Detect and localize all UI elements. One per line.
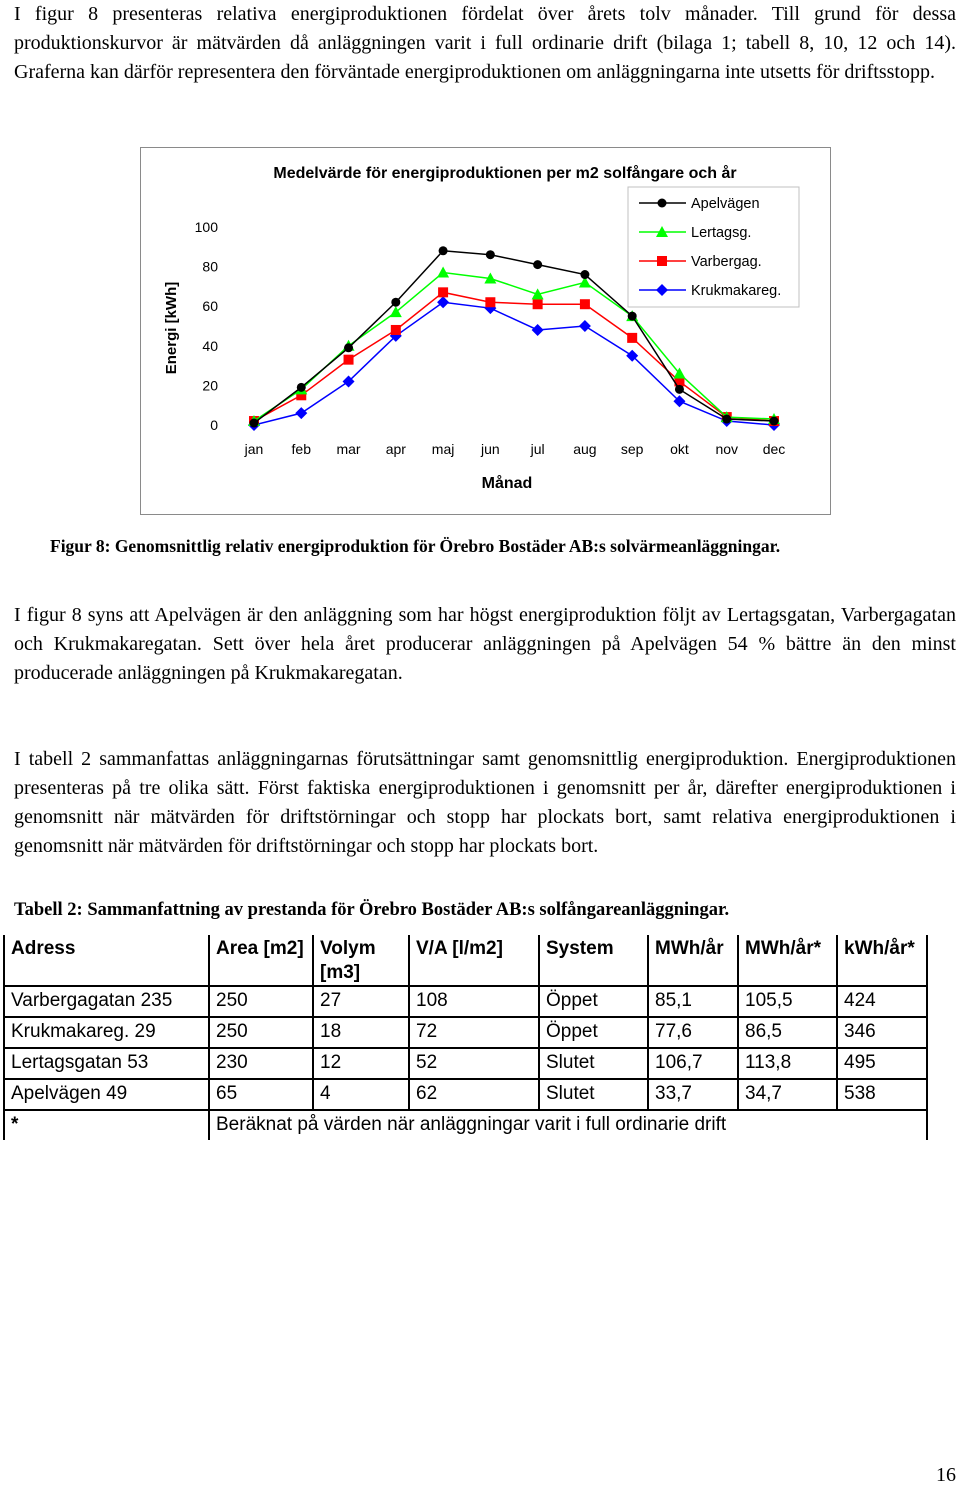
cell-area: 250 <box>209 986 313 1017</box>
x-tick-labels <box>244 441 786 457</box>
data-point <box>533 299 543 309</box>
cell-area: 250 <box>209 1017 313 1048</box>
data-point <box>295 407 307 419</box>
data-point <box>391 325 401 335</box>
cell-mwh-star: 86,5 <box>738 1017 837 1048</box>
data-point <box>439 246 448 255</box>
chart-svg <box>141 148 832 516</box>
header-area: Area [m2] <box>209 935 313 986</box>
x-tick-label: apr <box>385 441 406 457</box>
header-va: V/A [l/m2] <box>409 935 539 986</box>
table-row <box>4 1048 927 1079</box>
series-diamond <box>248 296 780 431</box>
data-point <box>437 296 449 308</box>
data-point <box>580 270 589 279</box>
legend-label: Apelvägen <box>691 196 760 212</box>
cell-adress: Varbergagatan 235 <box>4 986 209 1017</box>
legend-marker <box>657 256 667 266</box>
intro-paragraph: I figur 8 presenteras relativa energiproduktionen fördelat över årets tolv månader. Till grund för dessa produktionskurvor är mätvärden då anläggningen varit i full ordinarie drift (bilaga 1; tabell 8, 10, 12 och 14). Graferna kan därför representera den förväntade energiproduktionen om anläggningarna inte utsetts för driftsstopp. <box>14 3 956 83</box>
table-header-row <box>4 935 927 986</box>
x-tick-label: mar <box>336 441 361 457</box>
y-tick-label: 80 <box>202 258 218 275</box>
data-point <box>297 383 306 392</box>
y-tick-label: 20 <box>202 377 218 394</box>
data-point <box>579 320 591 332</box>
cell-mwh-star: 105,5 <box>738 986 837 1017</box>
cell-va: 52 <box>409 1048 539 1079</box>
figure-caption: Figur 8: Genomsnittlig relativ energiproduktion för Örebro Bostäder AB:s solvärmeanläggningar. <box>50 536 781 556</box>
cell-adress: Krukmakareg. 29 <box>4 1017 209 1048</box>
data-point <box>628 312 637 321</box>
chart-legend <box>628 187 799 307</box>
cell-mwh: 106,7 <box>648 1048 738 1079</box>
cell-kwh-star: 538 <box>837 1079 927 1110</box>
table-row <box>4 986 927 1017</box>
data-point <box>722 415 731 424</box>
cell-area: 230 <box>209 1048 313 1079</box>
cell-kwh-star: 424 <box>837 986 927 1017</box>
cell-system: Öppet <box>539 1017 648 1048</box>
y-axis-label: Energi [kWh] <box>163 281 180 375</box>
data-point <box>344 355 354 365</box>
cell-mwh-star: 113,8 <box>738 1048 837 1079</box>
cell-adress: Lertagsgatan 53 <box>4 1048 209 1079</box>
cell-system: Slutet <box>539 1079 648 1110</box>
x-tick-label: jan <box>244 441 264 457</box>
x-tick-label: dec <box>762 441 786 457</box>
cell-adress: Apelvägen 49 <box>4 1079 209 1110</box>
header-mwh-star: MWh/år* <box>738 935 837 986</box>
data-point <box>627 333 637 343</box>
x-tick-label: feb <box>291 441 312 457</box>
chart-title: Medelvärde för energiproduktionen per m2 solfångare och år <box>273 165 737 182</box>
header-adress: Adress <box>4 935 209 986</box>
page-number: 16 <box>936 1464 956 1486</box>
cell-mwh: 77,6 <box>648 1017 738 1048</box>
paragraph-3: I tabell 2 sammanfattas anläggningarnas förutsättningar samt genomsnittlig energiproduktion. Energiproduktionen presenteras på tre olika sätt. Först faktiska energiproduktionen i genomsnitt per år, därefter energiproduktionen i genomsnitt när mätvärden för driftstörningar och stopp har plockats bort, samt relativa energiproduktionen i genomsnitt när mätvärden för driftstörningar och stopp har plockats bort. <box>14 748 956 857</box>
header-mwh: MWh/år <box>648 935 738 986</box>
data-point <box>437 267 449 278</box>
data-point <box>250 419 259 428</box>
cell-volym: 27 <box>313 986 409 1017</box>
legend-label: Lertagsg. <box>691 225 752 241</box>
x-tick-label: maj <box>431 441 455 457</box>
data-point <box>533 260 542 269</box>
cell-mwh-star: 34,7 <box>738 1079 837 1110</box>
data-point <box>485 297 495 307</box>
y-tick-label: 60 <box>202 298 218 315</box>
x-tick-label: jun <box>481 441 500 457</box>
header-system: System <box>539 935 648 986</box>
x-tick-label: sep <box>620 441 644 457</box>
cell-volym: 4 <box>313 1079 409 1110</box>
series-line <box>254 302 774 425</box>
cell-kwh-star: 346 <box>837 1017 927 1048</box>
legend-marker <box>658 199 667 208</box>
y-tick-label: 40 <box>202 337 218 354</box>
cell-system: Öppet <box>539 986 648 1017</box>
x-axis-label: Månad <box>481 475 533 492</box>
cell-kwh-star: 495 <box>837 1048 927 1079</box>
x-tick-label: nov <box>715 441 739 457</box>
legend-label: Krukmakareg. <box>691 283 782 299</box>
cell-mwh: 33,7 <box>648 1079 738 1110</box>
data-point <box>770 417 779 426</box>
data-point <box>438 287 448 297</box>
data-point <box>391 298 400 307</box>
table-row <box>4 1017 927 1048</box>
cell-va: 62 <box>409 1079 539 1110</box>
paragraph-2: I figur 8 syns att Apelvägen är den anläggning som har högst energiproduktion följt av Lertagsgatan, Varbergagatan och Krukmakaregatan. Sett över hela året producerar anläggningen på Apelvägen 54 % bättre än den minst producerade anläggningen på Krukmakaregatan. <box>14 604 956 684</box>
x-tick-label: okt <box>670 441 689 457</box>
table-caption: Tabell 2: Sammanfattning av prestanda för Örebro Bostäder AB:s solfångareanläggningar. <box>14 900 730 920</box>
cell-system: Slutet <box>539 1048 648 1079</box>
data-point <box>486 250 495 259</box>
footnote-text: Beräknat på värden när anläggningar varit i full ordinarie drift <box>209 1110 927 1140</box>
header-volym: Volym [m3] <box>313 935 409 986</box>
data-point <box>344 343 353 352</box>
summary-table <box>3 935 928 1140</box>
x-tick-label: aug <box>573 441 597 457</box>
x-tick-label: jul <box>530 441 545 457</box>
data-point <box>675 385 684 394</box>
table-row <box>4 1079 927 1110</box>
cell-va: 72 <box>409 1017 539 1048</box>
series-line <box>254 292 774 421</box>
series-square <box>249 287 779 426</box>
data-point <box>532 324 544 336</box>
energy-chart <box>140 147 831 515</box>
legend-label: Varbergag. <box>691 254 762 270</box>
footnote-marker: * <box>4 1110 209 1140</box>
y-tick-label: 0 <box>210 417 218 433</box>
cell-va: 108 <box>409 986 539 1017</box>
y-tick-labels <box>195 219 219 433</box>
cell-volym: 12 <box>313 1048 409 1079</box>
cell-area: 65 <box>209 1079 313 1110</box>
data-point <box>580 299 590 309</box>
header-kwh-star: kWh/år* <box>837 935 927 986</box>
cell-volym: 18 <box>313 1017 409 1048</box>
cell-mwh: 85,1 <box>648 986 738 1017</box>
table-footnote-row <box>4 1110 927 1140</box>
y-tick-label: 100 <box>194 219 218 235</box>
